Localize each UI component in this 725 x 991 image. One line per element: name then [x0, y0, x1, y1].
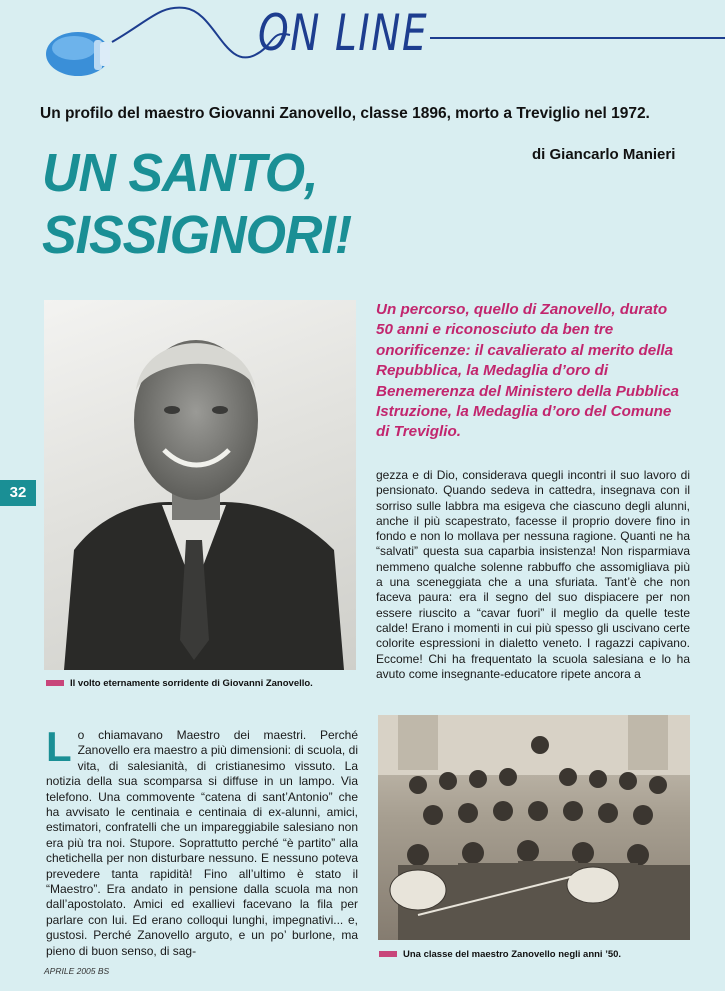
portrait-caption: [46, 678, 313, 689]
class-photo-caption: [379, 949, 621, 960]
caption-marker-icon: [379, 951, 397, 957]
headline-line-1: UN SANTO,: [42, 143, 318, 203]
article-lead: Un percorso, quello di Zanovello, durato 50 anni e riconosciuto da ben tre onorificenze: il cavalierato al merito della Repubblica, la Medaglia d’oro di Benemerenza del Ministero della Pubblica Istruzione, la Medaglia d’oro del Comune di Treviglio.: [376, 301, 679, 441]
drop-cap: L: [46, 723, 72, 770]
body-right-text: gezza e di Dio, considerava quegli incontri il suo lavoro di pensionato. Quando sedeva in cattedra, insegnava con il sorriso sulle labbra ma esigeva che ciascuno degli alunni, anche il più scapestrato, facesse il proprio dovere fino in fondo e non lo mollava per nessuna ragione. Quanti ne ha “salvati” questa sua caparbia insistenza! Non risparmiava nemmeno qualche solenne rabbuffo che assomigliava più a una sceneggiata che a una sfuriata. Tant’è che non faceva paura: era il segno del suo dispiacere per non essere riuscito a “cavar fuori” il meglio da quelle teste calde! Erano i momenti in cui più spesso gli uscivano certe colorite espressioni in dialetto veneto. I ragazzi capivano. Eccome! Chi ha frequentato la scuola salesiana e lo ha avuto come insegnante-educatore ripete ancora a: [376, 468, 690, 681]
section-title: ON LINE: [258, 4, 429, 62]
page-footer: APRILE 2005 BS: [44, 966, 110, 976]
page-number: 32: [0, 480, 36, 506]
article-subtitle: Un profilo del maestro Giovanni Zanovello, classe 1896, morto a Treviglio nel 1972.: [40, 105, 650, 122]
article-headline: [42, 142, 351, 266]
body-column-left: [46, 723, 358, 959]
portrait-caption-text: Il volto eternamente sorridente di Giovanni Zanovello.: [70, 678, 313, 689]
portrait-photo: [44, 300, 356, 670]
caption-marker-icon: [46, 680, 64, 686]
class-photo: [378, 715, 690, 940]
body-left-text: o chiamavano Maestro dei maestri. Perché Zanovello era maestro a più dimensioni: di scuola, di vita, di salesianità, di cristianesimo vissuto. La notizia della sua scomparsa si diffuse in un lampo. Via telefono. Una commovente “catena di sant’Antonio” che ha avvisato le centinaia e centinaia di ex-alunni, amici, estimatori, confratelli che un impareggiabile salesiano non era più tra noi. Stupore. Soprattutto perché “è partito” alla chetichella per non disturbare nessuno. E nessuno poteva prevedere tanta rapidità! Fino all’ultimo è stato il “Maestro”. Era andato in pensione dalla scuola ma non dall’apostolato. Amici ed exallievi facevano la fila per parlare con lui. Ed erano colloqui lunghi, impegnativi... e, gustosi. Perché Zanovello arguto, e un po’ burlone, ma pieno di buon senso, di sag-: [46, 728, 358, 958]
body-column-right: [376, 468, 690, 682]
headline-line-2: SISSIGNORI!: [42, 205, 352, 265]
class-caption-text: Una classe del maestro Zanovello negli anni ’50.: [403, 949, 622, 960]
article-author: di Giancarlo Manieri: [532, 146, 676, 163]
computer-mouse-icon: [44, 22, 114, 80]
section-header: [0, 0, 725, 95]
